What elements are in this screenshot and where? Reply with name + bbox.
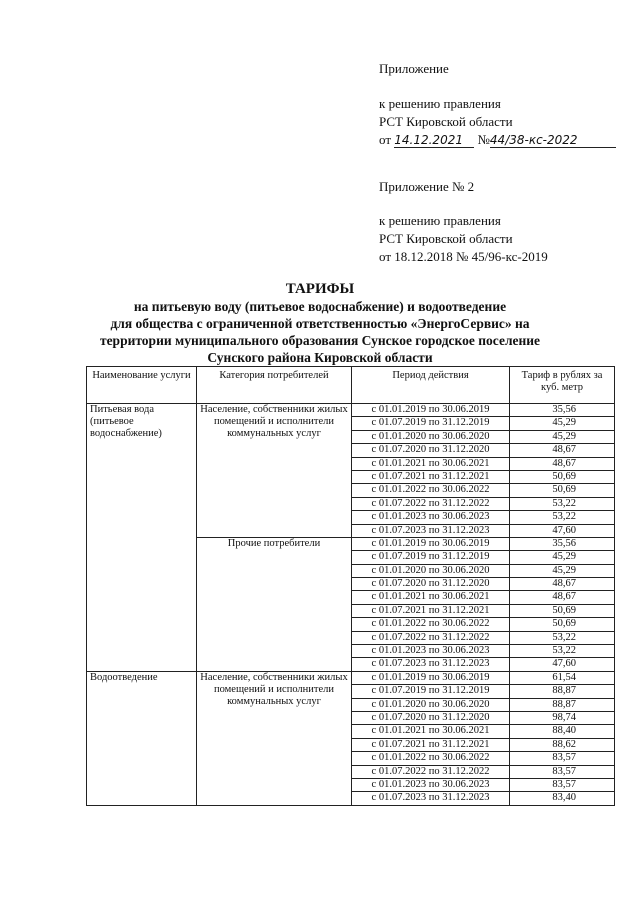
period-cell: с 01.07.2019 по 31.12.2019 [352, 685, 510, 698]
period-cell: с 01.07.2023 по 31.12.2023 [352, 658, 510, 671]
tariff-cell: 98,74 [510, 711, 615, 724]
period-cell: с 01.07.2022 по 31.12.2022 [352, 631, 510, 644]
period-cell: с 01.01.2022 по 30.06.2022 [352, 618, 510, 631]
tariff-cell: 61,54 [510, 671, 615, 684]
period-cell: с 01.07.2022 по 31.12.2022 [352, 497, 510, 510]
tariff-cell: 88,87 [510, 698, 615, 711]
appendix-2-label: Приложение № 2 [379, 179, 475, 194]
tariff-cell: 45,29 [510, 430, 615, 443]
number-prefix: № [477, 132, 490, 147]
tariff-cell: 53,22 [510, 497, 615, 510]
period-cell: с 01.07.2021 по 31.12.2021 [352, 470, 510, 483]
tariff-cell: 53,22 [510, 631, 615, 644]
document-title [90, 281, 550, 366]
category-cell: Население, собственники жилых помещений и исполнители коммунальных услуг [197, 404, 352, 538]
handwritten-date: 14.12.2021 [394, 133, 474, 148]
period-cell: с 01.07.2019 по 31.12.2019 [352, 417, 510, 430]
period-cell: с 01.01.2023 по 30.06.2023 [352, 645, 510, 658]
title-line-2: для общества с ограниченной ответственностью «ЭнергоСервис» на [110, 316, 530, 331]
period-cell: с 01.07.2022 по 31.12.2022 [352, 765, 510, 778]
period-cell: с 01.01.2021 по 30.06.2021 [352, 591, 510, 604]
period-cell: с 01.01.2022 по 30.06.2022 [352, 484, 510, 497]
title-line-3: территории муниципального образования Сунское городское поселение [99, 333, 541, 348]
tariff-cell: 83,57 [510, 778, 615, 791]
period-cell: с 01.07.2021 по 31.12.2021 [352, 604, 510, 617]
tariff-cell: 35,56 [510, 404, 615, 417]
period-cell: с 01.07.2021 по 31.12.2021 [352, 738, 510, 751]
authority-line-2: РСТ Кировской области [379, 231, 513, 246]
decision-line: к решению правления [379, 96, 501, 111]
header-tariff: Тариф в рублях за куб. метр [510, 367, 615, 404]
period-cell: с 01.01.2019 по 30.06.2019 [352, 404, 510, 417]
tariff-cell: 88,87 [510, 685, 615, 698]
tariff-cell: 53,22 [510, 511, 615, 524]
decision-line-2: к решению правления [379, 213, 501, 228]
decision-date-line-2: от 18.12.2018 № 45/96-кс-2019 [379, 249, 548, 264]
tariff-cell: 48,67 [510, 457, 615, 470]
category-cell: Население, собственники жилых помещений и исполнители коммунальных услуг [197, 671, 352, 805]
tariff-cell: 45,29 [510, 417, 615, 430]
header-category: Категория потребителей [197, 367, 352, 404]
period-cell: с 01.01.2021 по 30.06.2021 [352, 725, 510, 738]
period-cell: с 01.01.2023 по 30.06.2023 [352, 511, 510, 524]
tariff-cell: 48,67 [510, 444, 615, 457]
tariff-cell: 48,67 [510, 578, 615, 591]
title-line-1: на питьевую воду (питьевое водоснабжение) и водоотведение [133, 299, 507, 314]
period-cell: с 01.07.2023 по 31.12.2023 [352, 524, 510, 537]
tariff-cell: 88,62 [510, 738, 615, 751]
period-cell: с 01.07.2023 по 31.12.2023 [352, 792, 510, 805]
period-cell: с 01.01.2023 по 30.06.2023 [352, 778, 510, 791]
header-service: Наименование услуги [87, 367, 197, 404]
tariff-cell: 35,56 [510, 537, 615, 550]
service-name-cell: Водоотведение [87, 671, 197, 805]
tariff-cell: 50,69 [510, 470, 615, 483]
tariff-cell: 53,22 [510, 645, 615, 658]
handwritten-number: 44/38-кс-2022 [490, 133, 616, 148]
period-cell: с 01.07.2020 по 31.12.2020 [352, 578, 510, 591]
tariff-cell: 83,40 [510, 792, 615, 805]
tariff-cell: 88,40 [510, 725, 615, 738]
period-cell: с 01.01.2022 по 30.06.2022 [352, 752, 510, 765]
tariff-cell: 47,60 [510, 658, 615, 671]
title-line-4: Сунского района Кировской области [207, 350, 433, 365]
tariff-cell: 83,57 [510, 765, 615, 778]
period-cell: с 01.01.2021 по 30.06.2021 [352, 457, 510, 470]
period-cell: с 01.01.2020 по 30.06.2020 [352, 698, 510, 711]
tariff-cell: 47,60 [510, 524, 615, 537]
period-cell: с 01.07.2019 по 31.12.2019 [352, 551, 510, 564]
decision-date-line [379, 131, 616, 149]
tariff-cell: 50,69 [510, 604, 615, 617]
tariff-cell: 45,29 [510, 564, 615, 577]
period-cell: с 01.07.2020 по 31.12.2020 [352, 444, 510, 457]
tariff-cell: 48,67 [510, 591, 615, 604]
period-cell: с 01.01.2019 по 30.06.2019 [352, 671, 510, 684]
title-main: ТАРИФЫ [285, 281, 355, 297]
authority-line: РСТ Кировской области [379, 114, 513, 129]
period-cell: с 01.01.2019 по 30.06.2019 [352, 537, 510, 550]
period-cell: с 01.01.2020 по 30.06.2020 [352, 564, 510, 577]
appendix-label: Приложение [379, 61, 449, 76]
date-prefix: от [379, 132, 392, 147]
header-period: Период действия [352, 367, 510, 404]
tariff-table [86, 366, 615, 806]
tariff-cell: 50,69 [510, 618, 615, 631]
tariff-cell: 50,69 [510, 484, 615, 497]
table-row [87, 671, 615, 684]
period-cell: с 01.07.2020 по 31.12.2020 [352, 711, 510, 724]
table-header-row [87, 367, 615, 404]
category-cell: Прочие потребители [197, 537, 352, 671]
table-row [87, 404, 615, 417]
period-cell: с 01.01.2020 по 30.06.2020 [352, 430, 510, 443]
tariff-cell: 45,29 [510, 551, 615, 564]
service-name-cell: Питьевая вода (питьевое водоснабжение) [87, 404, 197, 672]
tariff-cell: 83,57 [510, 752, 615, 765]
